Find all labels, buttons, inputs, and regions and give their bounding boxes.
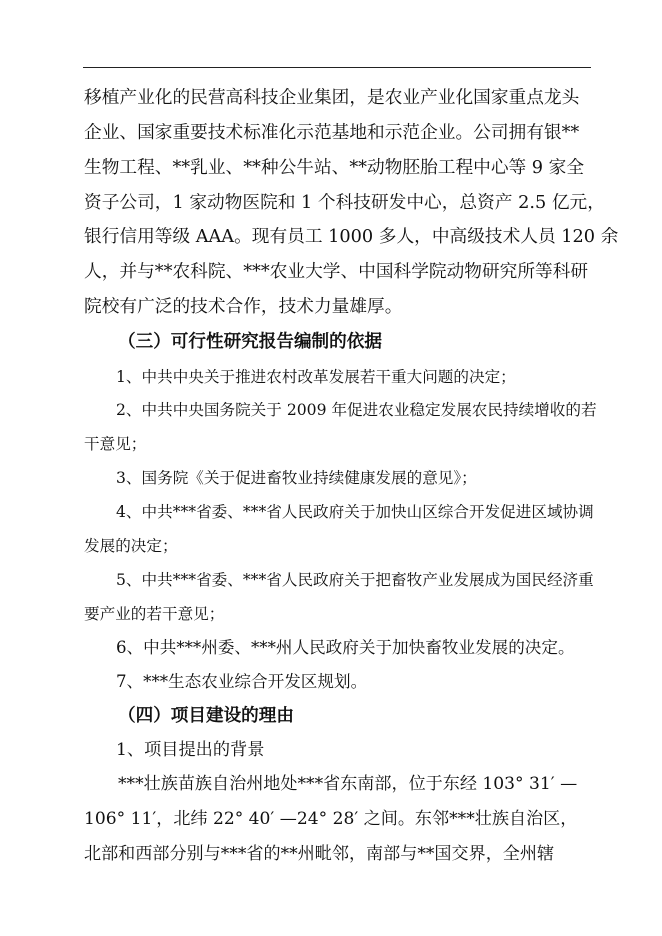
paragraph-line-4: 资子公司，1 家动物医院和 1 个科技研发中心，总资产 2.5 亿元， <box>84 193 605 213</box>
basis-item-2: 2、中共中央国务院关于 2009 年促进农业稳定发展农民持续增收的若 <box>116 401 597 419</box>
basis-item-4-continued: 发展的决定； <box>84 537 178 555</box>
section-heading-3: （三）可行性研究报告编制的依据 <box>118 331 382 352</box>
paragraph-line-5: 银行信用等级 AAA。现有员工 1000 多人，中高级技术人员 120 余 <box>84 227 619 247</box>
paragraph-line-3: 生物工程、**乳业、**种公牛站、**动物胚胎工程中心等 9 家全 <box>84 158 585 178</box>
basis-item-6: 6、中共***州委、***州人民政府关于加快畜牧业发展的决定。 <box>116 638 575 657</box>
paragraph-line-1: 移植产业化的民营高科技企业集团，是农业产业化国家重点龙头 <box>84 88 580 108</box>
basis-item-5: 5、中共***省委、***省人民政府关于把畜牧产业发展成为国民经济重 <box>116 571 594 589</box>
header-rule <box>83 67 591 68</box>
basis-item-3: 3、国务院《关于促进畜牧业持续健康发展的意见》； <box>116 469 477 487</box>
basis-item-1: 1、中共中央关于推进农村改革发展若干重大问题的决定； <box>116 368 516 386</box>
paragraph-line-6: 人，并与**农科院、***农业大学、中国科学院动物研究所等科研 <box>84 262 589 282</box>
background-line-3: 北部和西部分别与***省的**州毗邻，南部与**国交界，全州辖 <box>84 844 555 864</box>
section-heading-4: （四）项目建设的理由 <box>118 705 294 726</box>
subheading-background: 1、项目提出的背景 <box>116 740 265 760</box>
basis-item-2-continued: 干意见； <box>84 435 147 453</box>
basis-item-5-continued: 要产业的若干意见； <box>84 605 225 623</box>
background-line-1: ***壮族苗族自治州地处***省东南部，位于东经 103° 31′ — <box>118 774 578 794</box>
background-line-2: 106° 11′，北纬 22° 40′ —24° 28′ 之间。东邻***壮族自治区， <box>84 809 578 829</box>
basis-item-4: 4、中共***省委、***省人民政府关于加快山区综合开发促进区域协调 <box>116 503 594 521</box>
paragraph-line-2: 企业、国家重要技术标准化示范基地和示范企业。公司拥有银** <box>84 123 580 143</box>
basis-item-7: 7、***生态农业综合开发区规划。 <box>116 672 368 691</box>
paragraph-line-7: 院校有广泛的技术合作，技术力量雄厚。 <box>84 297 403 317</box>
